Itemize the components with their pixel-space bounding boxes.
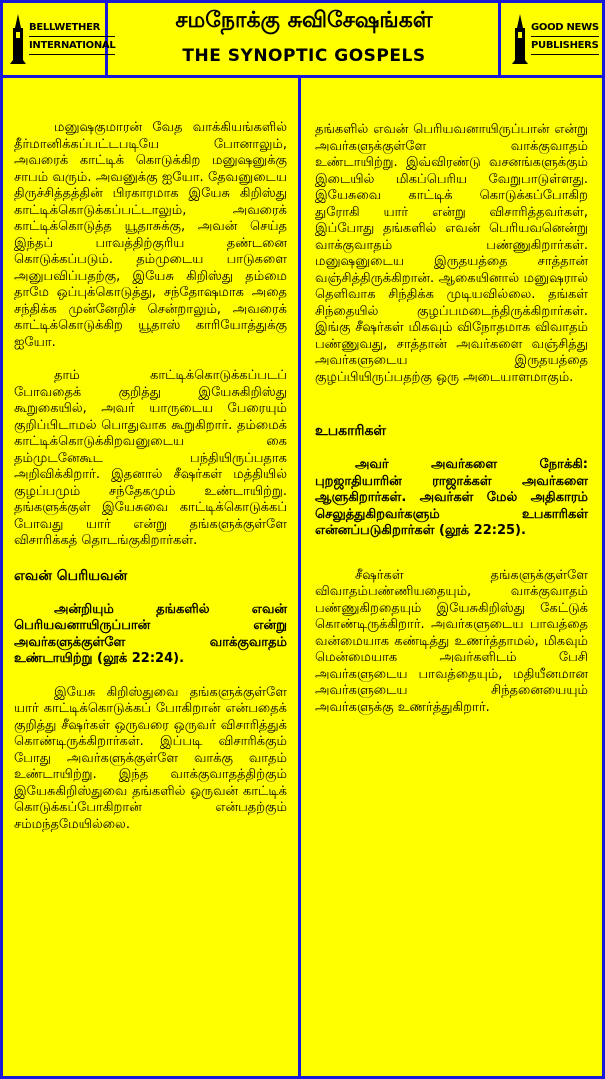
left-column bbox=[3, 78, 298, 833]
section-heading-benefactors: உபகாரிகள் bbox=[315, 423, 387, 439]
bellwether-logo-line1: BELLWETHER bbox=[29, 21, 115, 37]
right-column bbox=[301, 78, 602, 716]
bellwether-logo-line2: INTERNATIONAL bbox=[29, 39, 115, 55]
good-news-logo-line1: GOOD NEWS bbox=[531, 21, 599, 37]
bellwether-tower-icon bbox=[10, 14, 26, 64]
right-paragraph-1: தங்களில் எவன் பெரியவனாயிருப்பான் என்று அவர்களுக்குள்ளே வாக்குவாதம் உண்டாயிற்று. இவ்விரண்டு வசனங்களுக்கும் இடையில் மிகப்பெரிய வேறுபாடுள்ளது. இயேசுவை காட்டிக் கொடுக்கப்போகிற துரோகி யார் என்று விசாரித்தவர்கள், இப்போது தங்களில் எவன் பெரியவனென்று வாக்குவாதம் பண்ணுகிறார்கள். மனுஷனுடைய இருதயத்தை சாத்தான் வஞ்சித்திருக்கிறான். ஆகையினால் மனுஷரால் தெளிவாக சிந்திக்க முடியவில்லை. தங்கள் சிந்தையில் குழப்பமடைந்திருக்கிறார்கள். இங்கு சீஷர்கள் மிகவும் விநோதமாக விவாதம் பண்ணுவது, சாத்தான் அவர்களை வஞ்சித்து அவர்களுடைய இருதயத்தை குழப்பியிருப்பதற்கு ஒரு அடையாளமாகும். bbox=[315, 122, 588, 385]
good-news-logo-line2: PUBLISHERS bbox=[531, 39, 599, 55]
good-news-logo bbox=[512, 8, 599, 70]
page-header bbox=[0, 0, 605, 78]
bellwether-logo bbox=[10, 8, 115, 70]
section-heading-who-is-greatest: எவன் பெரியவன் bbox=[14, 567, 128, 584]
left-paragraph-1: மனுஷகுமாரன் வேத வாக்கியங்களில் தீர்மானிக்கப்பட்டபடியே போனாலும், அவரைக் காட்டிக் கொடுக்கிற மனுஷனுக்கு சாபம் வரும். அவனுக்கு ஐயோ. தேவனுடைய திருச்சித்தத்தின் பிரகாரமாக இயேசு கிறிஸ்து காட்டிக்கொடுக்கப்பட்டாலும், அவரைக் காட்டிக்கொடுத்த யூதாசுக்கு, அவன் செய்த இந்தப் பாவத்திற்குரிய தண்டனை கொடுக்கப்படும். தம்முடைய பாடுகளை அனுபவிப்பதற்கு, இயேசு கிறிஸ்து தம்மை தாமே ஒப்புக்கொடுத்து, சந்தோஷமாக அதை சந்திக்க முன்னேறிச் சென்றாலும், அவரைக் காட்டிக்கொடுக்கிற யூதாஸ் காரியோத்துக்கு ஐயோ. bbox=[14, 120, 287, 350]
left-paragraph-3: இயேசு கிறிஸ்துவை தங்களுக்குள்ளே யார் காட்டிக்கொடுக்கப் போகிறான் என்பதைக் குறித்து சீஷர்கள் ஒருவரை ஒருவர் விசாரித்துக் கொண்டிருக்கிறார்கள். இப்படி விசாரிக்கும் போது அவர்களுக்குள்ளே வாக்கு வாதம் உண்டாயிற்று. இந்த வாக்குவாதத்திற்கும் இயேசுகிறிஸ்துவை தங்களில் ஒருவன் காட்டிக் கொடுக்கப்போகிறான் என்பதற்கும் சம்மந்தமேயில்லை. bbox=[14, 684, 287, 832]
page-title-english: THE SYNOPTIC GOSPELS bbox=[182, 46, 426, 66]
left-paragraph-2: தாம் காட்டிக்கொடுக்கப்படப் போவதைக் குறித்து இயேசுகிறிஸ்து கூறுகையில், அவர் யாருடைய பேரையும் குறிப்பிடாமல் பொதுவாக கூறுகிறார். தம்மைக் காட்டிக்கொடுக்கிறவனுடைய கை தம்முடனேகூட பந்தியிருப்பதாக அறிவிக்கிறார். இதனால் சீஷர்கள் மத்தியில் குழப்பமும் சந்தேகமும் உண்டாயிற்று. தங்களுக்குள் இயேசுவை காட்டிக்கொடுக்கப் போவது யார் என்று தங்களுக்குள்ளே விசாரிக்கத் தொடங்குகிறார்கள். bbox=[14, 368, 287, 548]
scripture-quote-luke-22-25: அவர் அவர்களை நோக்கி: புறஜாதியாரின் ராஜாக்கள் அவர்களை ஆளுகிறார்கள். அவர்கள் மேல் அதிகாரம் செலுத்துகிறவர்களும் உபகாரிகள் என்னப்படுகிறார்கள் (லூக் 22:25). bbox=[315, 457, 588, 538]
good-news-tower-icon bbox=[512, 14, 528, 64]
scripture-quote-luke-22-24: அன்றியும் தங்களில் எவன் பெரியவனாயிருப்பான் என்று அவர்களுக்குள்ளே வாக்குவாதம் உண்டாயிற்று (லூக் 22:24). bbox=[14, 601, 287, 666]
header-divider-right bbox=[498, 0, 501, 78]
right-paragraph-2: சீஷர்கள் தங்களுக்குள்ளே விவாதம்பண்ணியதையும், வாக்குவாதம் பண்ணுகிறதையும் இயேசுகிறிஸ்து கேட்டுக் கொண்டிருக்கிறார். அவர்களுடைய பாவத்தை வன்மையாக கண்டித்து உணர்த்தாமல், மிகவும் மென்மையாக அவர்களிடம் பேசி அவர்களுடைய பாவத்தையும், மதியீனமான அவர்களுடைய சிந்தனையையும் அவர்களுக்கு உணர்த்துகிறார். bbox=[315, 567, 588, 715]
page-title-tamil: சமநோக்கு சுவிசேஷங்கள் bbox=[175, 8, 433, 33]
